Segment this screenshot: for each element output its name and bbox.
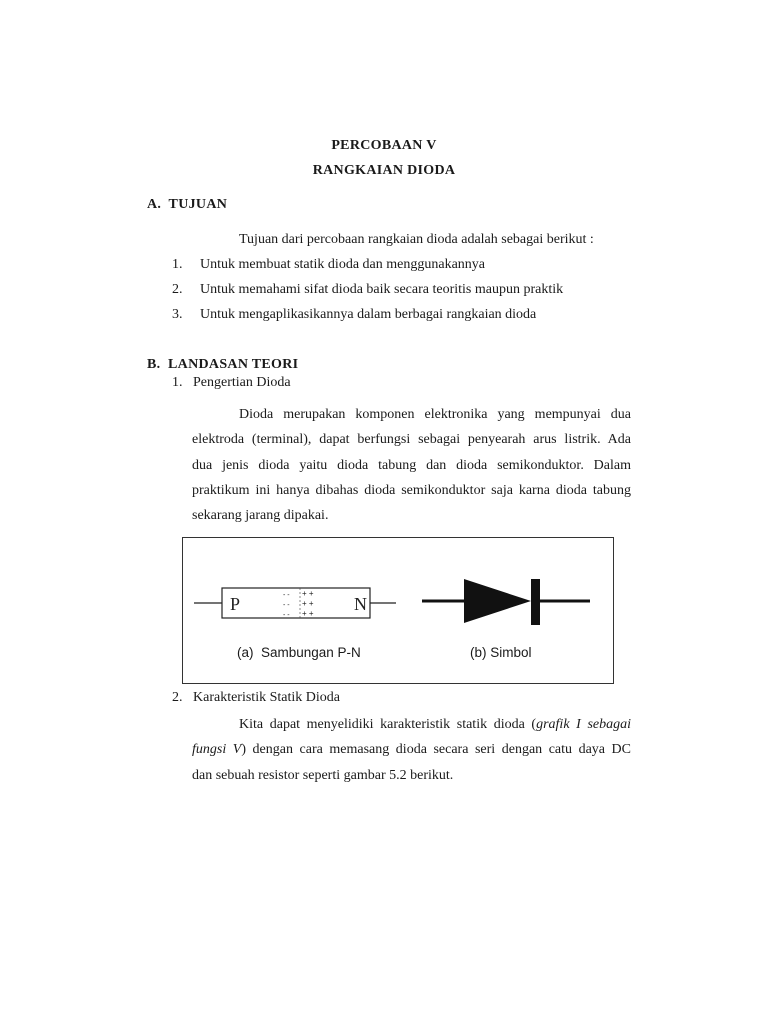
list-item-number: 1. — [172, 257, 183, 272]
diode-cathode-bar — [531, 579, 540, 625]
diode-triangle — [464, 579, 531, 623]
minus-signs: - - — [283, 612, 290, 619]
list-item: Untuk memahami sifat dioda baik secara teoritis maupun praktik — [200, 282, 564, 297]
caption-symbol: (b) Simbol — [470, 645, 532, 660]
plus-signs: + + — [302, 609, 314, 618]
minus-signs: - - — [283, 602, 290, 609]
plus-signs: + + — [302, 599, 314, 608]
pn-junction-body — [222, 588, 370, 618]
paragraph-line — [192, 737, 631, 762]
document-subtitle: RANGKAIAN DIODA — [312, 163, 456, 178]
diode-figure-drawing — [182, 537, 614, 684]
minus-signs: - - — [283, 592, 290, 599]
paragraph-line — [192, 712, 631, 737]
subsection-title: Karakteristik Statik Dioda — [193, 690, 340, 705]
section-a-intro: Tujuan dari percobaan rangkaian dioda adalah sebagai berikut : — [239, 232, 594, 247]
list-item: Untuk mengaplikasikannya dalam berbagai rangkaian dioda — [200, 307, 537, 322]
document-title: PERCOBAAN V — [331, 138, 437, 153]
caption-pn-junction: (a) Sambungan P-N — [237, 645, 361, 660]
p-label: P — [230, 594, 241, 614]
section-a-heading: A. TUJUAN — [147, 197, 228, 212]
italic-text: fungsi V — [192, 742, 242, 758]
subsection-number: 2. — [172, 690, 183, 705]
diode-figure — [182, 537, 614, 684]
paragraph-line: dan sebuah resistor seperti gambar 5.2 berikut. — [192, 767, 454, 783]
karakteristik-paragraph — [192, 712, 631, 788]
subsection-title: Pengertian Dioda — [193, 375, 291, 390]
plus-signs: + + — [302, 589, 314, 598]
paragraph-line: sekarang jarang dipakai. — [192, 508, 329, 524]
list-item: Untuk membuat statik dioda dan menggunakannya — [200, 257, 485, 272]
paragraph-line: elektroda (terminal), dapat berfungsi sebagai penyearah arus listrik. Ada — [192, 432, 631, 448]
paragraph-line: Dioda merupakan komponen elektronika yang mempunyai dua — [239, 407, 631, 422]
list-item-number: 3. — [172, 307, 183, 322]
paragraph-line: praktikum ini hanya dibahas dioda semikonduktor saja karna dioda tabung — [192, 482, 631, 498]
italic-text: grafik I sebagai — [536, 717, 631, 732]
list-item-number: 2. — [172, 282, 183, 297]
text-run: Kita dapat menyelidiki karakteristik statik dioda ( — [239, 717, 537, 732]
subsection-number: 1. — [172, 375, 183, 390]
text-run: ) dengan cara memasang dioda secara seri dengan catu daya DC — [241, 742, 632, 758]
section-b-heading: B. LANDASAN TEORI — [147, 357, 299, 372]
pengertian-paragraph — [192, 402, 631, 528]
n-label: N — [354, 594, 367, 614]
paragraph-line: dua jenis dioda yaitu dioda tabung dan dioda semikonduktor. Dalam — [192, 457, 631, 473]
